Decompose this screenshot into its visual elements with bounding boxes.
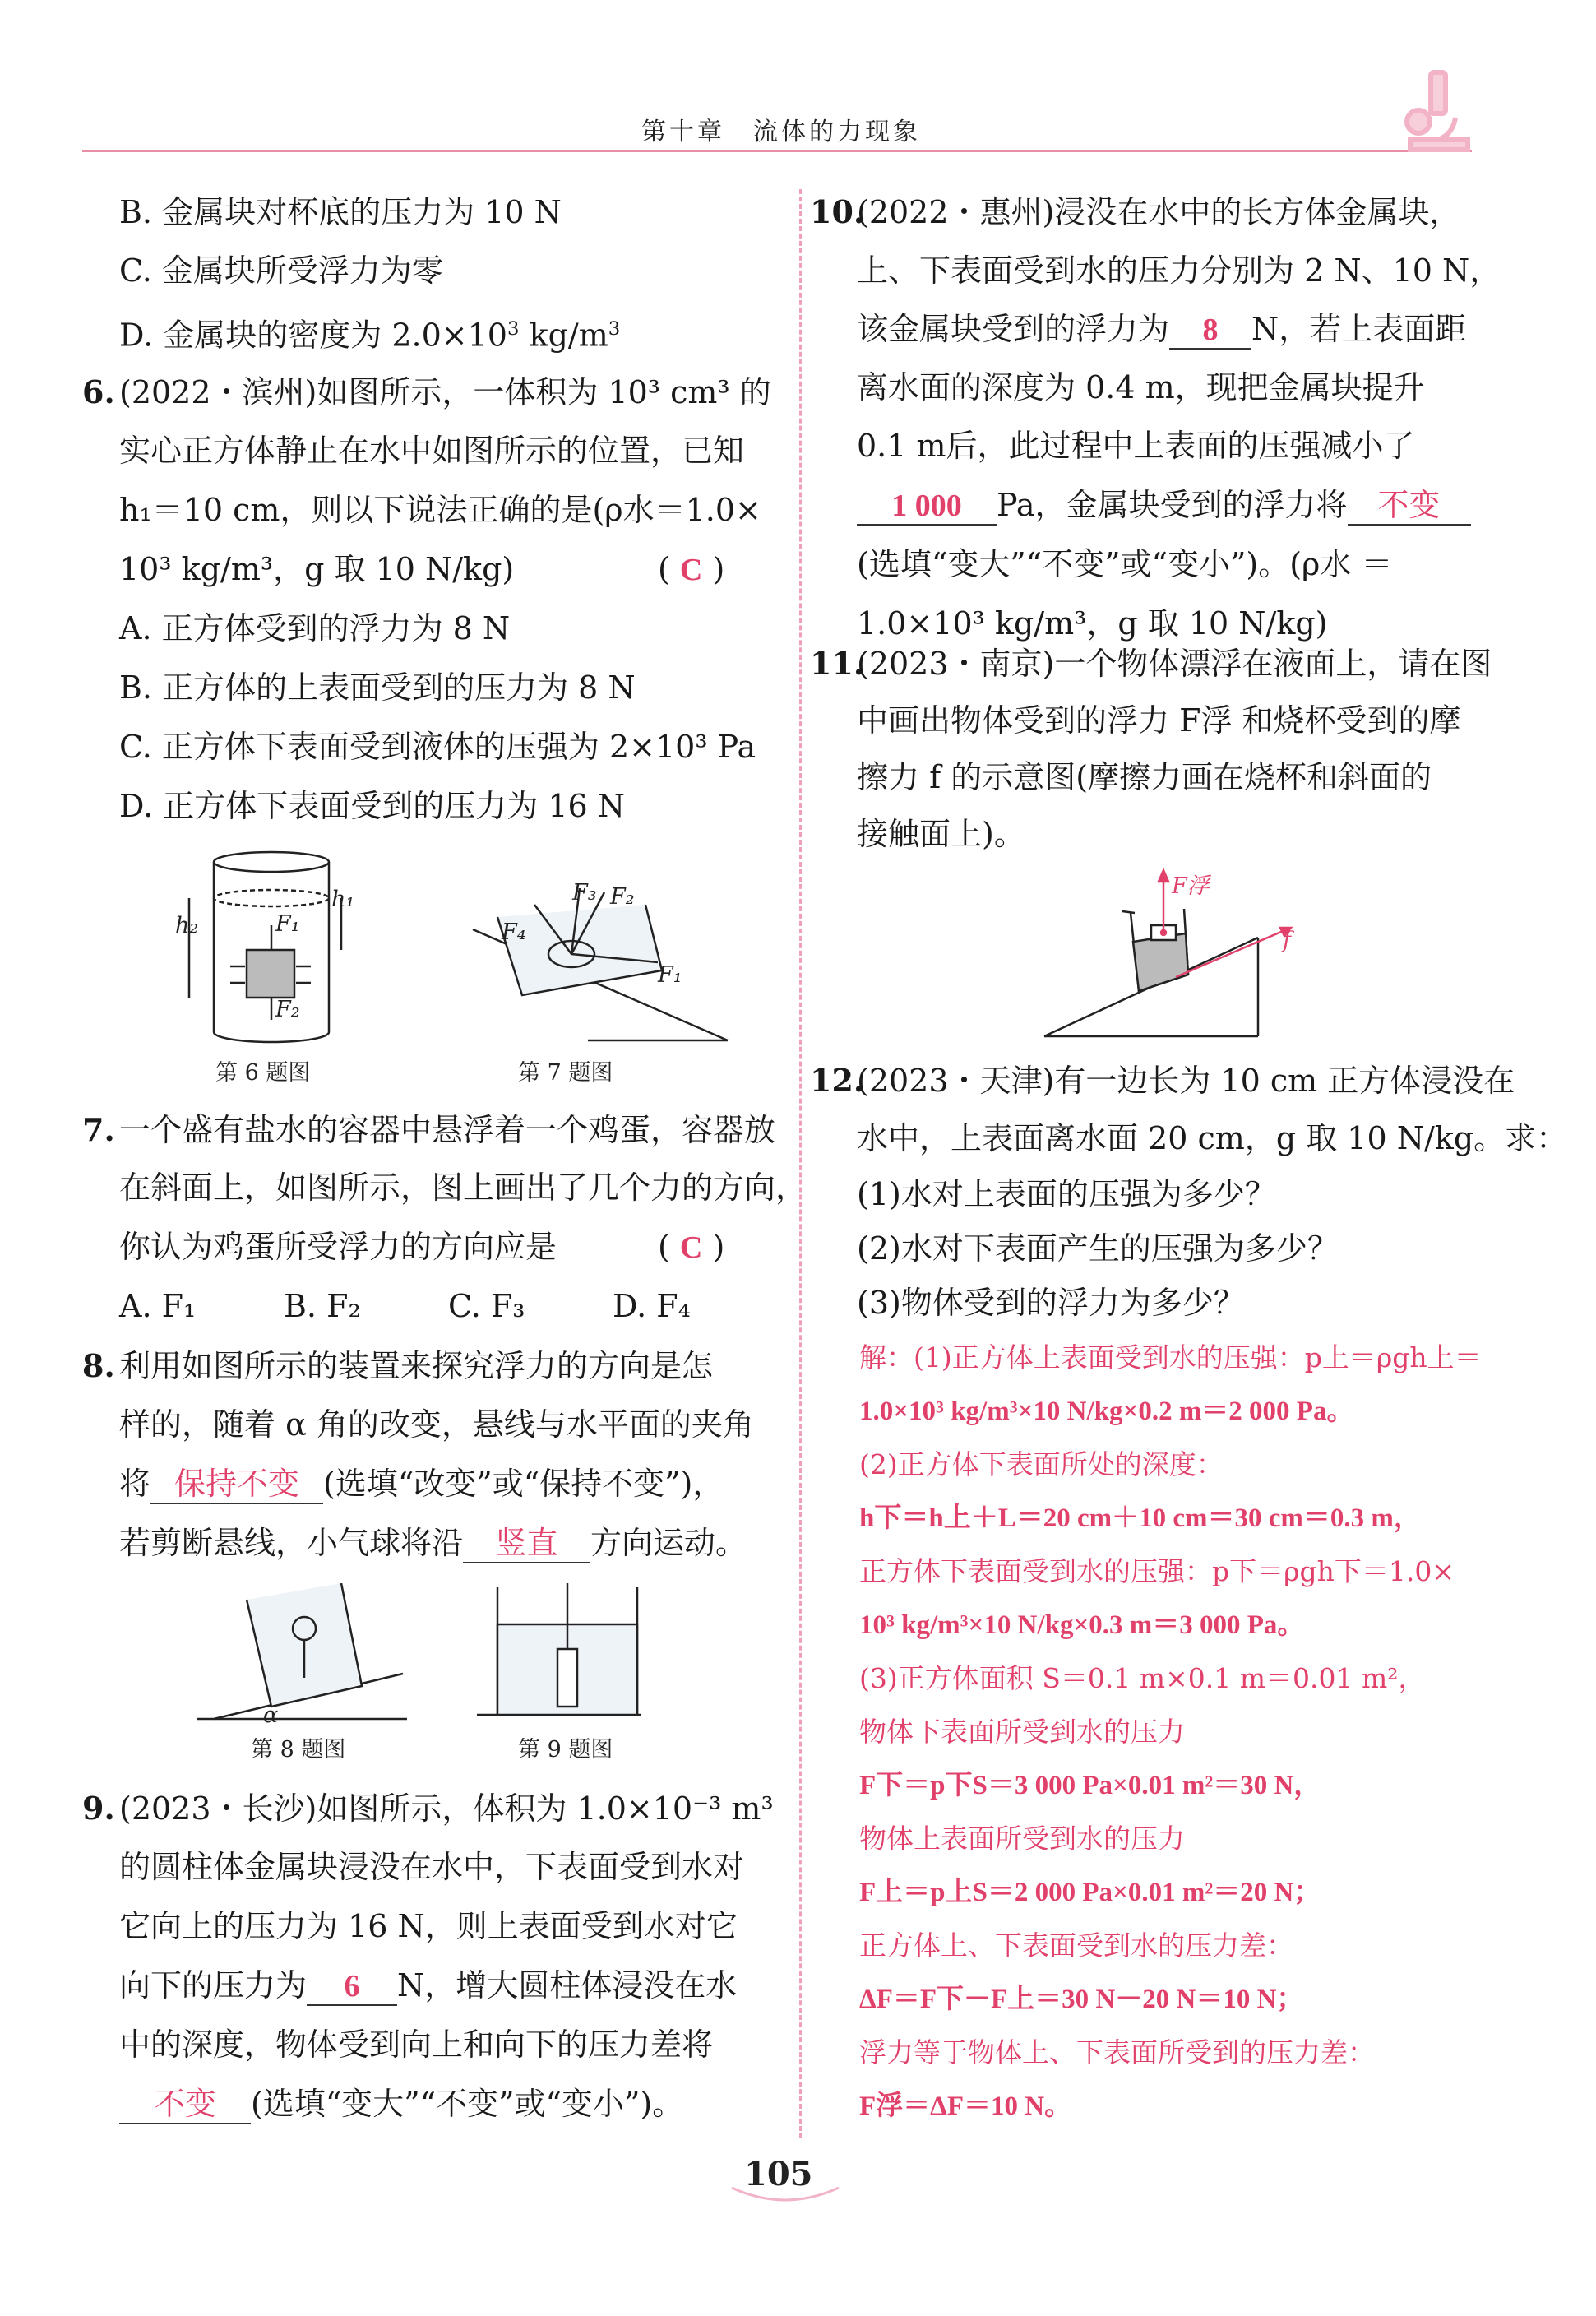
q10-text-line3: 该金属块受到的浮力为 8 N，若上表面距 bbox=[857, 309, 1466, 350]
q6-text-line3: h₁＝10 cm，则以下说法正确的是(ρ水＝1.0× bbox=[119, 492, 761, 528]
q7-option-a: A. F₁ bbox=[119, 1288, 197, 1324]
column-divider bbox=[799, 189, 802, 2138]
fig8-caption: 第 8 题图 bbox=[251, 1737, 346, 1762]
q12-text-line1: (2023・天津)有一边长为 10 cm 正方体浸没在 bbox=[857, 1063, 1515, 1099]
q9-text-line3: 它向上的压力为 16 N，则上表面受到水对它 bbox=[119, 1908, 738, 1944]
q7-text-line2: 在斜面上，如图所示，图上画出了几个力的方向， bbox=[119, 1170, 807, 1206]
q6-text-line1: (2022・滨州)如图所示，一体积为 10³ cm³ 的 bbox=[119, 374, 771, 410]
q11-text-line2: 中画出物体受到的浮力 F浮 和烧杯受到的摩 bbox=[857, 702, 1461, 739]
q6-number: 6. bbox=[82, 373, 115, 410]
q7-text-line1: 一个盛有盐水的容器中悬浮着一个鸡蛋，容器放 bbox=[119, 1112, 776, 1148]
q10-number: 10. bbox=[810, 193, 865, 230]
q12-solution-line: (2)正方体下表面所处的深度： bbox=[859, 1448, 1224, 1480]
fig8-label-alpha: α bbox=[263, 1702, 279, 1728]
fig11-label-f: f bbox=[1283, 928, 1291, 953]
fig9-caption: 第 9 题图 bbox=[518, 1737, 613, 1762]
q7-number: 7. bbox=[82, 1111, 115, 1148]
q5-option-c: C. 金属块所受浮力为零 bbox=[119, 252, 443, 289]
fig7-label-F1: F₁ bbox=[658, 962, 682, 988]
figure-q9-cylinder-in-water bbox=[477, 1579, 641, 1727]
figure-q8-balloon-in-beaker bbox=[189, 1583, 411, 1731]
q12-solution-line: 正方体上、下表面受到水的压力差： bbox=[859, 1929, 1293, 1962]
q11-text-line3: 擦力 f 的示意图(摩擦力画在烧杯和斜面的 bbox=[857, 759, 1432, 795]
fig7-label-F4: F₄ bbox=[502, 919, 526, 945]
q6-text-line2: 实心正方体静止在水中如图所示的位置，已知 bbox=[119, 433, 745, 469]
q9-text-line2: 的圆柱体金属块浸没在水中，下表面受到水对 bbox=[119, 1849, 745, 1885]
q10-text-line4: 离水面的深度为 0.4 m，现把金属块提升 bbox=[857, 369, 1425, 405]
q12-solution-line: 1.0×10³ kg/m³×10 N/kg×0.2 m＝2 000 Pa。 bbox=[859, 1397, 1354, 1426]
q10-text-line1: (2022・惠州)浸没在水中的长方体金属块， bbox=[857, 194, 1461, 230]
q5-option-d: D. 金属块的密度为 $2.0\times 10^3$ $kg/m^3$ bbox=[119, 317, 621, 354]
q12-solution-line: 解：(1)正方体上表面受到水的压强：p上＝ρgh上＝ bbox=[859, 1341, 1482, 1373]
q9-text-line5: 中的深度，物体受到向上和向下的压力差将 bbox=[119, 2026, 714, 2063]
q7-option-c: C. F₃ bbox=[448, 1288, 525, 1324]
q10-text-line2: 上、下表面受到水的压力分别为 2 N、10 N， bbox=[857, 252, 1501, 289]
q12-text-line2: 水中，上表面离水面 20 cm，g 取 10 N/kg。求： bbox=[857, 1120, 1568, 1156]
q9-text-line1: (2023・长沙)如图所示，体积为 1.0×10⁻³ m³ bbox=[119, 1790, 774, 1827]
q8-text-line4: 若剪断悬线，小气球将沿 竖直 方向运动。 bbox=[119, 1523, 747, 1563]
q8-text-line3: 将 保持不变 (选填“改变”或“保持不变”)， bbox=[119, 1464, 724, 1504]
q12-solution-line: ΔF＝F下－F上＝30 N－20 N＝10 N； bbox=[859, 1985, 1304, 2014]
q8-text-line1: 利用如图所示的装置来探究浮力的方向是怎 bbox=[119, 1348, 714, 1384]
q5-option-b: B. 金属块对杯底的压力为 10 N bbox=[119, 194, 562, 230]
fig6-label-F2: F₂ bbox=[275, 997, 300, 1022]
q10-text-line6: 1 000 Pa，金属块受到的浮力将 不变 bbox=[857, 485, 1471, 526]
q12-solution-line: 物体下表面所受到水的压力 bbox=[859, 1716, 1185, 1748]
header-divider bbox=[82, 150, 1472, 152]
q12-number: 12. bbox=[810, 1062, 865, 1099]
q6-text-line4: 10³ kg/m³，g 取 10 N/kg) bbox=[119, 551, 515, 587]
q12-solution-line: 正方体下表面受到水的压强：p下＝ρgh下＝1.0× bbox=[859, 1555, 1455, 1587]
page-number: 105 bbox=[744, 2155, 813, 2193]
q6-option-c: C. 正方体下表面受到液体的压强为 2×10³ Pa bbox=[119, 729, 756, 765]
q12-solution-line: F浮＝ΔF＝10 N。 bbox=[859, 2091, 1072, 2121]
q11-number: 11. bbox=[810, 645, 865, 682]
q12-solution-line: F上＝p上S＝2 000 Pa×0.01 m²＝20 N； bbox=[859, 1878, 1321, 1907]
q9-text-line6: 不变 (选填“变大”“不变”或“变小”)。 bbox=[119, 2084, 683, 2124]
q12-sub-question-1: (1)水对上表面的压强为多少？ bbox=[857, 1176, 1276, 1212]
fig11-label-F-buoyancy: F浮 bbox=[1172, 873, 1210, 899]
fig6-label-F1: F₁ bbox=[275, 911, 300, 937]
page-header-title: 第十章 流体的力现象 bbox=[641, 118, 921, 146]
q7-text-line3: 你认为鸡蛋所受浮力的方向应是 bbox=[119, 1229, 557, 1265]
q6-option-a: A. 正方体受到的浮力为 8 N bbox=[119, 610, 511, 646]
q10-text-line5: 0.1 m后，此过程中上表面的压强减小了 bbox=[857, 428, 1415, 464]
q12-solution-line: 物体上表面所受到水的压力 bbox=[859, 1823, 1185, 1855]
q9-number: 9. bbox=[82, 1790, 115, 1827]
q6-answer: ( C ) bbox=[658, 551, 725, 587]
figure-q6-cube-in-cylinder bbox=[164, 847, 354, 1053]
fig6-caption: 第 6 题图 bbox=[215, 1060, 311, 1086]
q12-sub-question-3: (3)物体受到的浮力为多少？ bbox=[857, 1285, 1245, 1321]
q12-solution-line: h下＝h上＋L＝20 cm＋10 cm＝30 cm＝0.3 m， bbox=[859, 1503, 1421, 1533]
q7-option-d: D. F₄ bbox=[613, 1288, 691, 1324]
fig7-caption: 第 7 题图 bbox=[518, 1060, 613, 1086]
q6-option-b: B. 正方体的上表面受到的压力为 8 N bbox=[119, 669, 636, 706]
q11-text-line1: (2023・南京)一个物体漂浮在液面上，请在图 bbox=[857, 646, 1492, 682]
q12-sub-question-2: (2)水对下表面产生的压强为多少？ bbox=[857, 1230, 1339, 1267]
fig6-label-h2: h₂ bbox=[175, 913, 199, 938]
q12-solution-line: 浮力等于物体上、下表面所受到的压力差： bbox=[859, 2036, 1375, 2068]
microscope-icon bbox=[1398, 64, 1476, 155]
fig6-label-h1: h₁ bbox=[331, 887, 355, 912]
q12-solution-line: 10³ kg/m³×10 N/kg×0.3 m＝3 000 Pa。 bbox=[859, 1610, 1305, 1640]
fig7-label-F2: F₂ bbox=[610, 884, 635, 910]
q12-solution-line: F下＝p下S＝3 000 Pa×0.01 m²＝30 N， bbox=[859, 1771, 1321, 1800]
q8-text-line2: 样的，随着 α 角的改变，悬线与水平面的夹角 bbox=[119, 1406, 754, 1443]
q8-number: 8. bbox=[82, 1347, 115, 1384]
q9-text-line4: 向下的压力为 6 N，增大圆柱体浸没在水 bbox=[119, 1966, 737, 2006]
q12-solution-line: (3)正方体面积 S＝0.1 m×0.1 m＝0.01 m²， bbox=[859, 1662, 1426, 1694]
q7-option-b: B. F₂ bbox=[284, 1288, 361, 1324]
q7-answer: ( C ) bbox=[658, 1229, 725, 1265]
q10-text-line7: (选填“变大”“不变”或“变小”)。(ρ水 ＝ bbox=[857, 546, 1393, 582]
q6-option-d: D. 正方体下表面受到的压力为 16 N bbox=[119, 788, 626, 824]
fig7-label-F3: F₃ bbox=[572, 880, 597, 906]
figure-q7-egg-on-slope bbox=[465, 872, 736, 1053]
q11-text-line4: 接触面上)。 bbox=[857, 816, 1025, 852]
q10-text-line8: 1.0×10³ kg/m³，g 取 10 N/kg) bbox=[857, 605, 1328, 642]
